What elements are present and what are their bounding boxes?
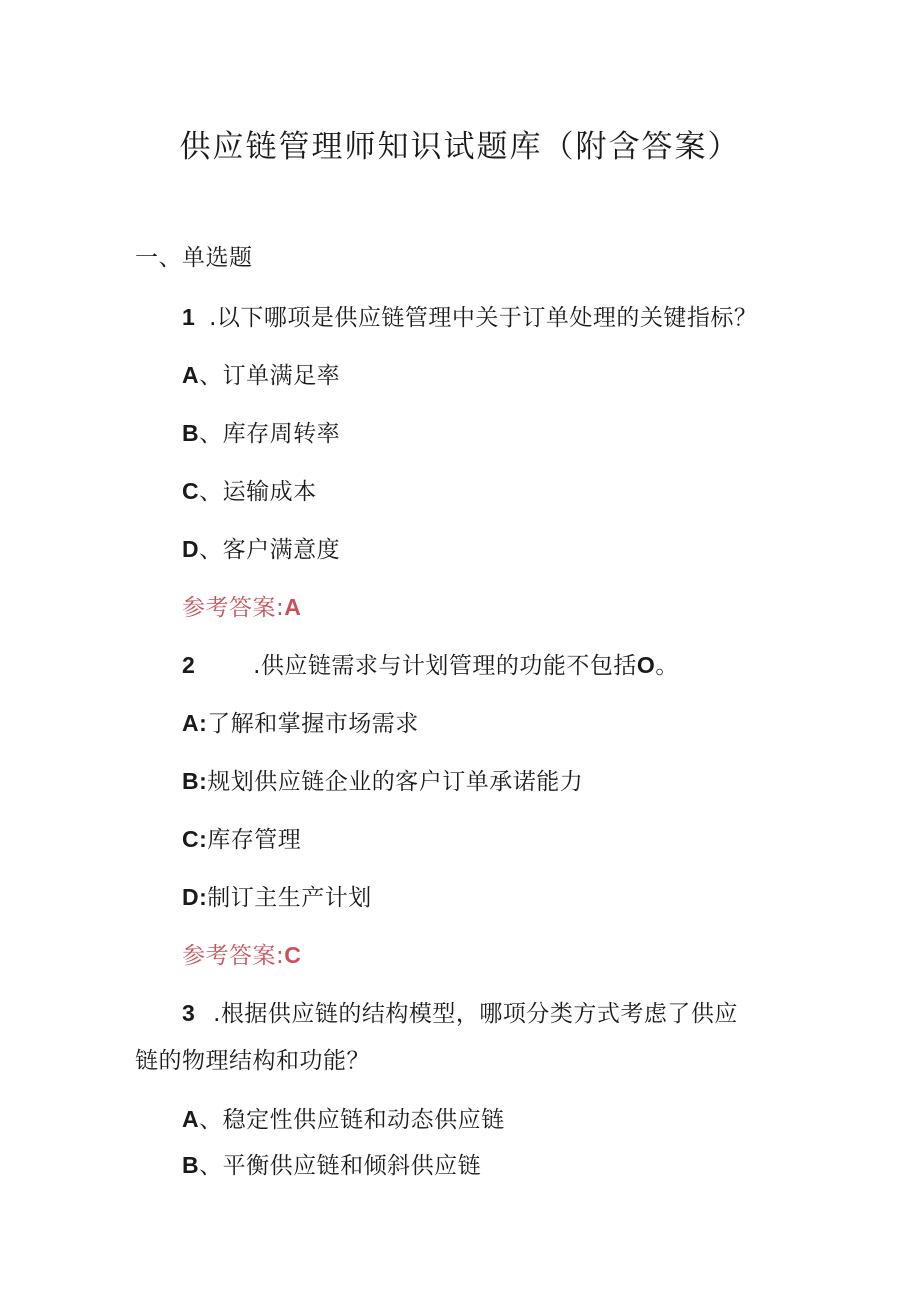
option-separator: 、 (199, 421, 223, 447)
option-text: 库存管理 (207, 827, 302, 853)
option-text: 了解和掌握市场需求 (207, 711, 419, 737)
option-separator: 、 (199, 1107, 223, 1133)
option-label: C: (182, 826, 208, 852)
question-text-blank: O (636, 652, 656, 678)
option-a (182, 708, 419, 739)
option-label: A (182, 362, 200, 388)
option-label: B (182, 1152, 200, 1178)
option-c (182, 824, 301, 855)
option-b (182, 766, 583, 797)
option-d (182, 882, 372, 913)
question-text: .供应链需求与计划管理的功能不包括 (253, 653, 637, 679)
option-label: B (182, 420, 200, 446)
option-a (182, 360, 340, 391)
question-text-end: 。 (655, 653, 679, 679)
option-b (182, 418, 340, 449)
option-label: D: (182, 884, 208, 910)
option-label: A (182, 1106, 200, 1132)
question-2 (182, 650, 679, 681)
option-separator: 、 (199, 479, 223, 505)
question-number: 3 (182, 1000, 196, 1026)
document-title: 供应链管理师知识试题库（附含答案） (179, 129, 741, 165)
option-label: D (182, 536, 200, 562)
option-text: 规划供应链企业的客户订单承诺能力 (207, 769, 584, 795)
question-3 (182, 998, 738, 1029)
option-d (182, 534, 340, 565)
answer-prefix: 参考答案: (182, 595, 285, 621)
question-number: 1 (182, 304, 196, 330)
answer-2 (182, 940, 301, 971)
option-label: C (182, 478, 200, 504)
option-text: 客户满意度 (222, 537, 341, 563)
option-text: 平衡供应链和倾斜供应链 (222, 1153, 482, 1179)
option-text: 稳定性供应链和动态供应链 (222, 1107, 505, 1133)
question-text: .以下哪项是供应链管理中关于订单处理的关键指标？ (209, 305, 758, 331)
option-label: B: (182, 768, 208, 794)
question-1 (182, 302, 757, 333)
option-a (182, 1104, 505, 1135)
option-separator: 、 (199, 1153, 223, 1179)
option-c (182, 476, 317, 507)
answer-prefix: 参考答案: (182, 943, 285, 969)
option-label: A: (182, 710, 208, 736)
option-b (182, 1150, 481, 1181)
question-number: 2 (182, 652, 196, 678)
option-text: 制订主生产计划 (207, 885, 372, 911)
option-separator: 、 (199, 363, 223, 389)
option-text: 运输成本 (222, 479, 317, 505)
answer-1 (182, 592, 301, 623)
option-text: 订单满足率 (222, 363, 341, 389)
option-separator: 、 (199, 537, 223, 563)
answer-value: A (284, 594, 302, 620)
answer-value: C (284, 942, 302, 968)
question-text: .根据供应链的结构模型，哪项分类方式考虑了供应 (213, 1001, 738, 1027)
section-heading: 一、单选题 (135, 245, 253, 271)
question-3-continued: 链的物理结构和功能？ (135, 1048, 370, 1074)
option-text: 库存周转率 (222, 421, 341, 447)
